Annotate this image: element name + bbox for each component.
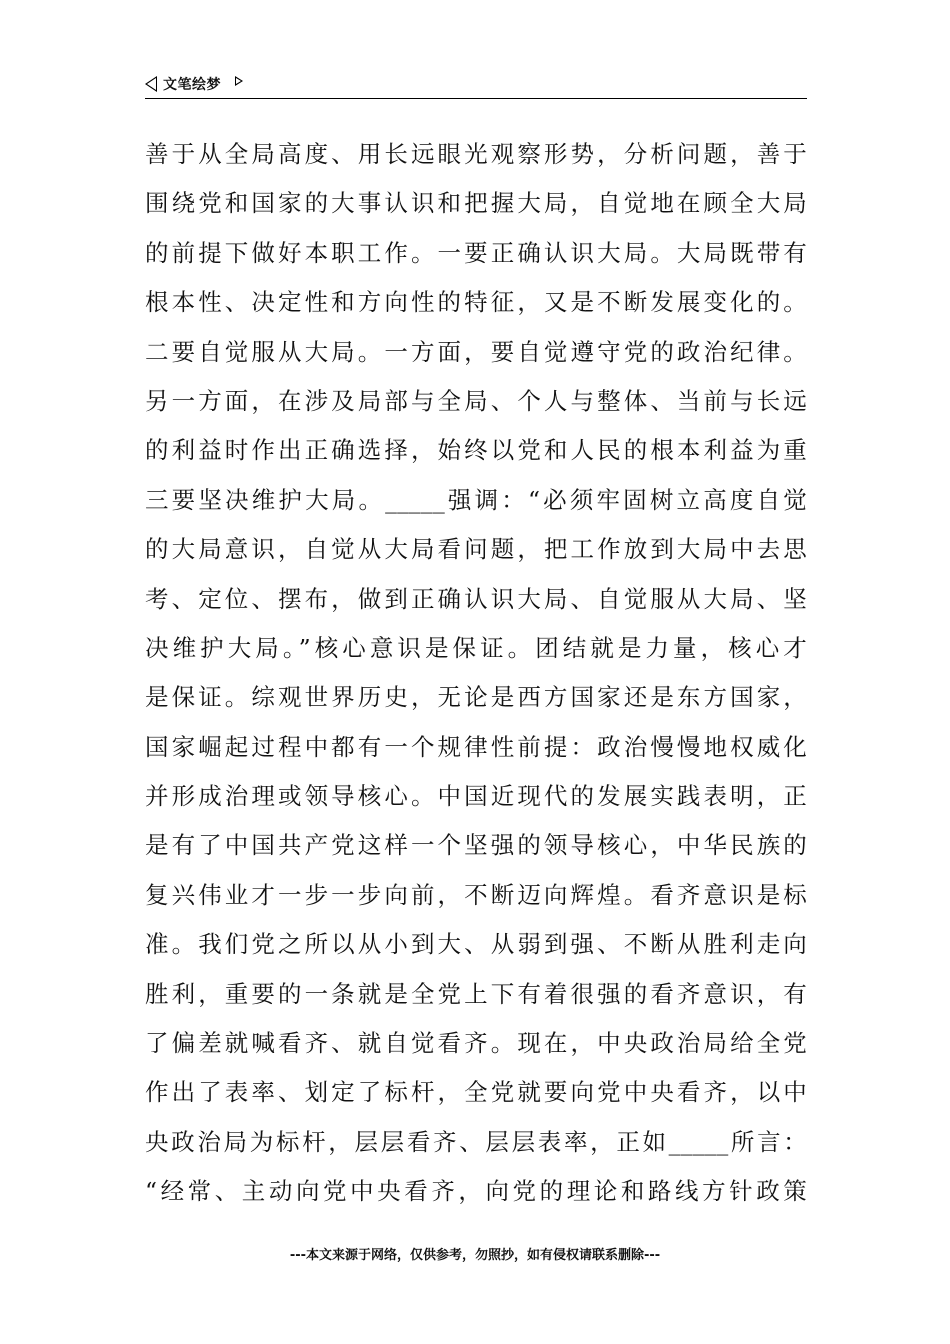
body-line: 央政治局为标杆，层层看齐、层层表率，正如_____所言： [145,1127,807,1156]
page-footer-note: ---本文来源于网络，仅供参考，勿照抄，如有侵权请联系删除--- [289,1248,661,1263]
body-line: 考、定位、摆布，做到正确认识大局、自觉服从大局、坚 [145,584,807,613]
body-line: 是保证。综观世界历史，无论是西方国家还是东方国家， [145,683,807,712]
body-line: 复兴伟业才一步一步向前，不断迈向辉煌。看齐意识是标 [145,880,807,909]
body-line: 准。我们党之所以从小到大、从弱到强、不断从胜利走向 [145,930,807,959]
body-line: 三要坚决维护大局。_____强调：“必须牢固树立高度自觉 [145,485,807,514]
body-line: 胜利，重要的一条就是全党上下有着很强的看齐意识，有 [145,979,807,1008]
left-triangle-icon [145,76,157,92]
body-line: 的大局意识，自觉从大局看问题，把工作放到大局中去思 [145,535,807,564]
body-line: 善于从全局高度、用长远眼光观察形势，分析问题，善于 [145,140,807,168]
body-line: “经常、主动向党中央看齐，向党的理论和路线方针政策 [145,1177,807,1206]
header-brand-group [145,74,243,94]
body-line: 并形成治理或领导核心。中国近现代的发展实践表明，正 [145,782,807,811]
right-triangle-icon [235,76,243,86]
page-header [145,70,807,99]
body-line: 的利益时作出正确选择，始终以党和人民的根本利益为重 [145,436,807,465]
body-line: 围绕党和国家的大事认识和把握大局，自觉地在顾全大局 [145,189,807,218]
header-brand-text: 文笔绘梦 [163,77,221,93]
body-line: 了偏差就喊看齐、就自觉看齐。现在，中央政治局给全党 [145,1029,807,1058]
body-line: 二要自觉服从大局。一方面，要自觉遵守党的政治纪律。 [145,337,807,366]
body-line: 作出了表率、划定了标杆，全党就要向党中央看齐，以中 [145,1078,807,1107]
body-line: 国家崛起过程中都有一个规律性前提：政治慢慢地权威化 [145,732,807,761]
body-line: 是有了中国共产党这样一个坚强的领导核心，中华民族的 [145,831,807,860]
body-line: 另一方面，在涉及局部与全局、个人与整体、当前与长远 [145,386,807,415]
body-line: 决维护大局。”核心意识是保证。团结就是力量，核心才 [145,633,807,662]
body-line: 的前提下做好本职工作。一要正确认识大局。大局既带有 [145,238,807,267]
document-body [145,130,807,1217]
body-line: 根本性、决定性和方向性的特征，又是不断发展变化的。 [145,288,807,317]
